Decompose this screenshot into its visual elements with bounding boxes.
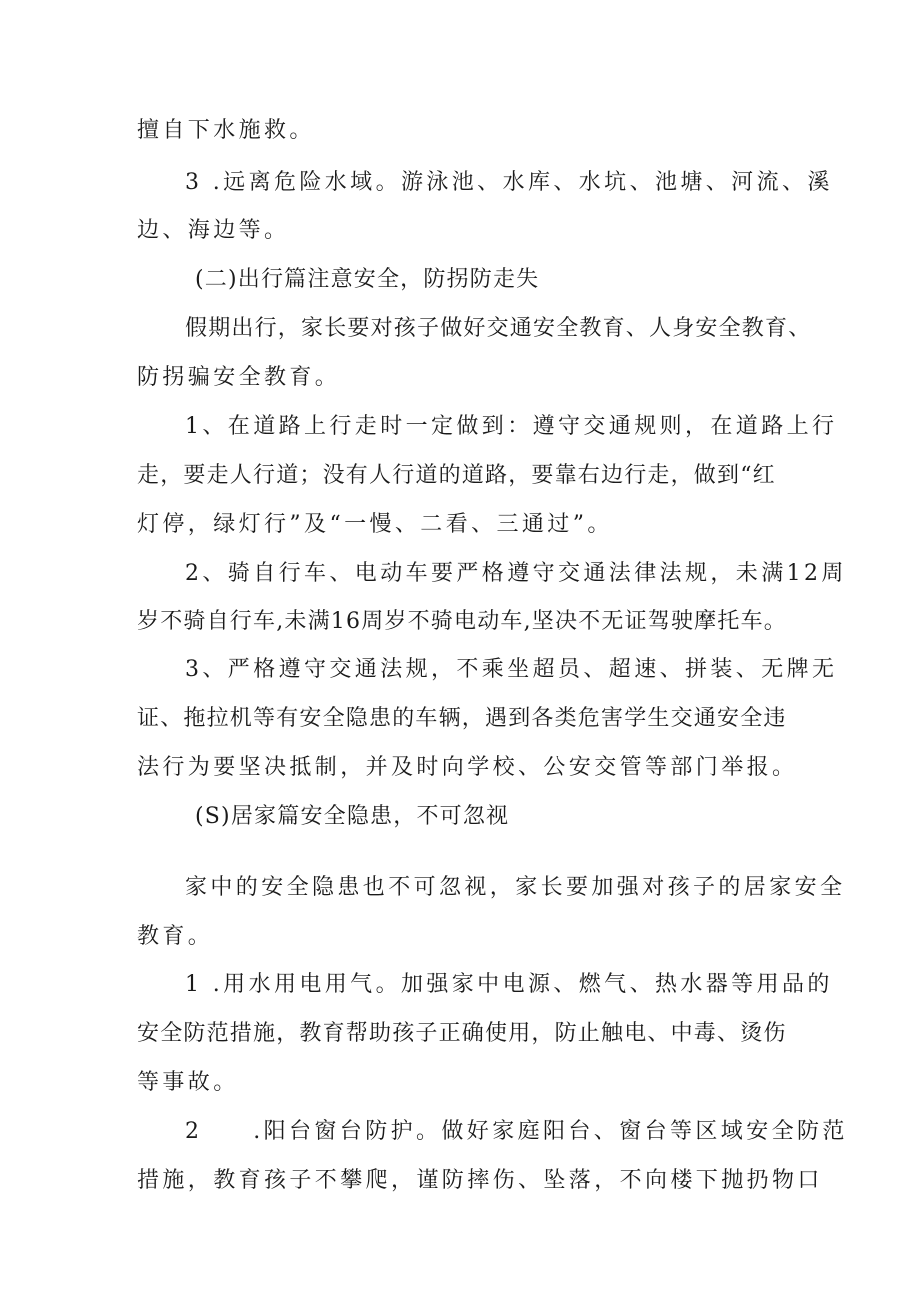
list-item-line: 1、在道路上行走时一定做到：遵守交通规则，在道路上行 <box>185 414 838 439</box>
paragraph-line: 安全防范措施，教育帮助孩子正确使用，防止触电、中毒、烫伤 <box>137 1021 787 1046</box>
section-heading: (二)出行篇注意安全，防拐防走失 <box>195 267 540 292</box>
paragraph-line: 等事故。 <box>137 1070 239 1095</box>
list-item-line: 1 .用水用电用气。加强家中电源、燃气、热水器等用品的 <box>185 972 833 997</box>
paragraph-line: 灯停，绿灯行”及“一慢、二看、三通过”。 <box>137 512 613 537</box>
paragraph-line: 防拐骗安全教育。 <box>137 365 341 390</box>
list-item-line: 3 .远离危险水域。游泳池、水库、水坑、池塘、河流、溪 <box>185 170 833 195</box>
paragraph-line: 法行为要坚决抵制，并及时向学校、公安交管等部门举报。 <box>137 755 798 780</box>
paragraph-line: 教育。 <box>137 924 214 949</box>
list-item-line: 2 .阳台窗台防护。做好家庭阳台、窗台等区域安全防范 <box>185 1119 848 1144</box>
paragraph-line: 措施，教育孩子不攀爬，谨防摔伤、坠落，不向楼下抛扔物口 <box>137 1168 823 1193</box>
paragraph-line: 假期出行，家长要对孩子做好交通安全教育、人身安全教育、 <box>185 316 812 341</box>
paragraph-line: 岁不骑自行车,未满16周岁不骑电动车,坚决不无证驾驶摩托车。 <box>137 609 787 634</box>
list-item-line: 3、严格遵守交通法规，不乘坐超员、超速、拼装、无牌无 <box>185 657 838 682</box>
section-heading: (S)居家篇安全隐患，不可忽视 <box>195 804 510 829</box>
paragraph-line: 擅自下水施救。 <box>137 118 315 143</box>
paragraph-line: 边、海边等。 <box>137 218 290 243</box>
paragraph-line: 家中的安全隐患也不可忽视，家长要加强对孩子的居家安全 <box>185 875 846 900</box>
paragraph-line: 证、拖拉机等有安全隐患的车辆，遇到各类危害学生交通安全违 <box>137 706 787 731</box>
list-item-line: 2、骑自行车、电动车要严格遵守交通法律法规，未满12周 <box>185 561 847 586</box>
paragraph-line: 走，要走人行道；没有人行道的道路，要靠右边行走，做到“红 <box>137 463 776 488</box>
